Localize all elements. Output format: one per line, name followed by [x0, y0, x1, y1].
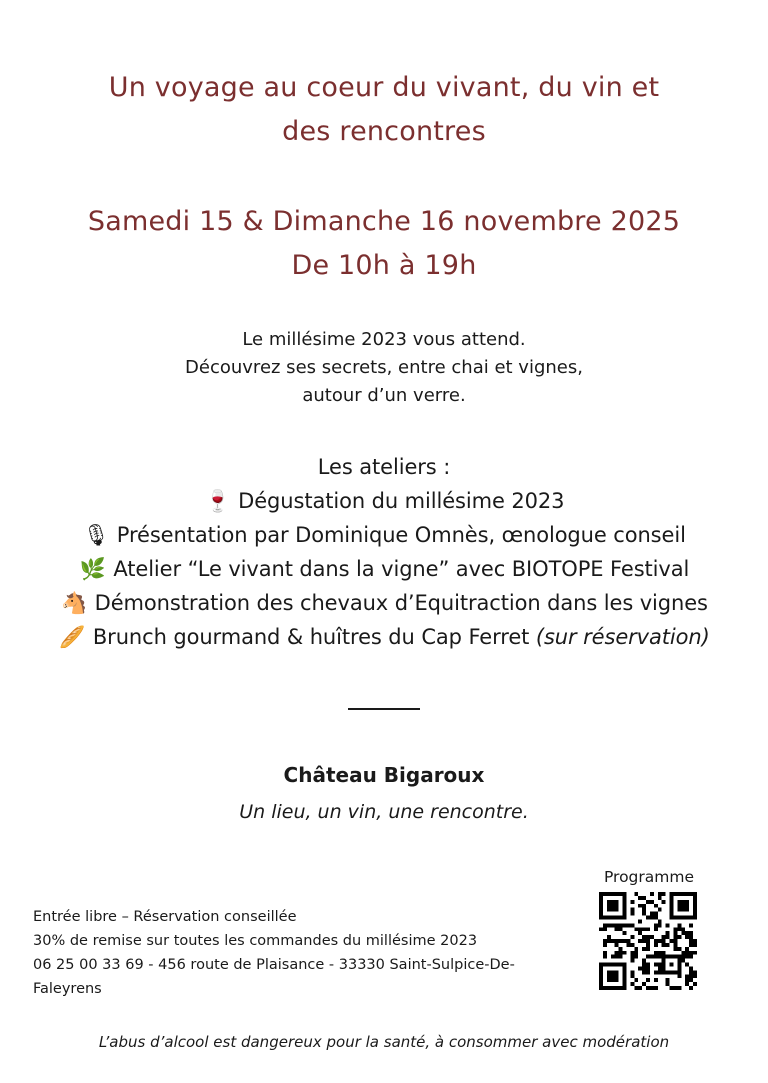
- intro-line: Découvrez ses secrets, entre chai et vignes,: [185, 357, 583, 378]
- info-line: Faleyrens: [33, 981, 102, 997]
- horse-icon: 🐴: [61, 591, 88, 615]
- list-item-label: Démonstration des chevaux d’Equitraction dans les vignes: [94, 591, 708, 615]
- event-dates: [0, 200, 768, 288]
- qr-label: Programme: [603, 868, 695, 886]
- herb-icon: 🌿: [79, 557, 106, 581]
- list-item-note: (sur réservation): [535, 625, 710, 649]
- health-warning: L’abus d’alcool est dangereux pour la santé, à consommer avec modération: [98, 1033, 670, 1051]
- event-title: [0, 66, 768, 154]
- wine-glass-icon: 🍷: [204, 489, 231, 513]
- section-divider: [348, 708, 420, 710]
- list-item-label: Présentation par Dominique Omnès, œnologue conseil: [116, 523, 686, 547]
- list-item: [0, 552, 768, 586]
- event-date-hours: De 10h à 19h: [291, 250, 477, 281]
- list-item-label: Dégustation du millésime 2023: [238, 489, 565, 513]
- intro-line: autour d’un verre.: [302, 385, 466, 406]
- intro-text: [0, 326, 768, 410]
- ateliers-heading: Les ateliers :: [317, 455, 451, 479]
- list-item: [0, 484, 768, 518]
- list-item: [0, 586, 768, 620]
- event-title-line-2: des rencontres: [282, 116, 486, 147]
- info-line: 06 25 00 33 69 - 456 route de Plaisance - 33330 Saint-Sulpice-De-: [33, 957, 515, 973]
- ateliers-list: [0, 450, 768, 654]
- list-item-label: Atelier “Le vivant dans la vigne” avec BIOTOPE Festival: [113, 557, 690, 581]
- info-line: Entrée libre – Réservation conseillée: [33, 909, 297, 925]
- event-title-line-1: Un voyage au coeur du vivant, du vin et: [108, 72, 660, 103]
- list-item: [0, 518, 768, 552]
- list-item: [0, 620, 768, 654]
- chateau-tagline: Un lieu, un vin, une rencontre.: [239, 801, 529, 823]
- intro-line: Le millésime 2023 vous attend.: [242, 329, 526, 350]
- event-date-days: Samedi 15 & Dimanche 16 novembre 2025: [87, 206, 681, 237]
- practical-info: [33, 905, 573, 1001]
- microphone-icon: 🎙: [82, 523, 110, 547]
- list-item-label: Brunch gourmand & huîtres du Cap Ferret: [92, 625, 536, 649]
- baguette-icon: 🥖: [59, 625, 86, 649]
- info-line: 30% de remise sur toutes les commandes du millésime 2023: [33, 933, 478, 949]
- qr-code-icon[interactable]: [599, 892, 697, 990]
- chateau-name: Château Bigaroux: [283, 763, 485, 787]
